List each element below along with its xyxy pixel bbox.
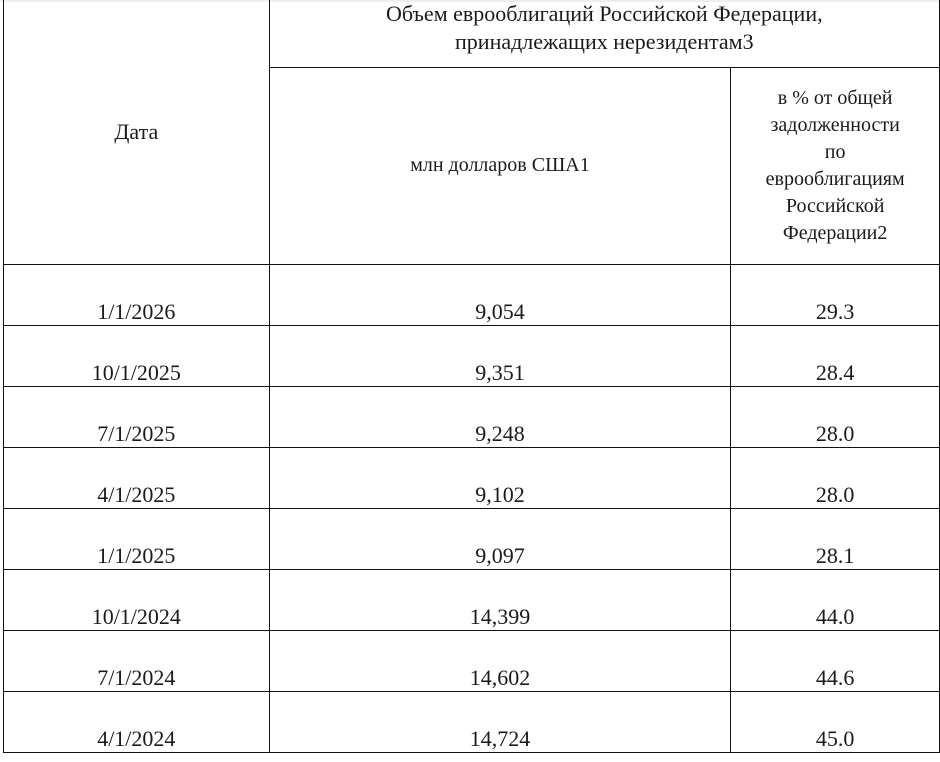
table-row bbox=[4, 570, 940, 631]
cell-pct: 28.0 bbox=[731, 448, 940, 509]
header-pct-line: Российской bbox=[785, 194, 885, 217]
cell-usd: 14,724 bbox=[269, 692, 731, 753]
cell-date: 10/1/2024 bbox=[4, 570, 270, 631]
cell-usd: 14,602 bbox=[269, 631, 731, 692]
header-pct-line: по bbox=[824, 140, 846, 163]
table-row bbox=[4, 509, 940, 570]
header-group-line-2: принадлежащих нерезидентам3 bbox=[455, 29, 754, 54]
cell-date: 1/1/2025 bbox=[4, 509, 270, 570]
header-group-line-1: Объем еврооблигаций Российской Федерации, bbox=[386, 1, 823, 26]
eurobonds-table bbox=[3, 0, 940, 753]
cell-date: 7/1/2025 bbox=[4, 387, 270, 448]
table-row bbox=[4, 387, 940, 448]
cell-usd: 14,399 bbox=[269, 570, 731, 631]
cell-date: 10/1/2025 bbox=[4, 326, 270, 387]
header-pct-line: задолженности bbox=[770, 113, 900, 136]
table-row bbox=[4, 692, 940, 753]
cell-date: 1/1/2026 bbox=[4, 265, 270, 326]
header-row-1 bbox=[4, 0, 940, 67]
cell-pct: 28.0 bbox=[731, 387, 940, 448]
header-date: Дата bbox=[4, 0, 270, 265]
cell-usd: 9,248 bbox=[269, 387, 731, 448]
header-pct-line: еврооблигациям bbox=[765, 167, 905, 190]
cell-date: 4/1/2024 bbox=[4, 692, 270, 753]
table-row bbox=[4, 448, 940, 509]
cell-pct: 45.0 bbox=[731, 692, 940, 753]
cell-usd: 9,102 bbox=[269, 448, 731, 509]
cell-pct: 28.1 bbox=[731, 509, 940, 570]
table-row bbox=[4, 265, 940, 326]
header-pct-line: Федерации2 bbox=[782, 221, 888, 244]
header-usd: млн долларов США1 bbox=[269, 67, 731, 265]
cell-usd: 9,097 bbox=[269, 509, 731, 570]
header-group bbox=[269, 0, 939, 67]
cell-usd: 9,351 bbox=[269, 326, 731, 387]
cell-date: 4/1/2025 bbox=[4, 448, 270, 509]
table-row bbox=[4, 326, 940, 387]
cell-pct: 44.0 bbox=[731, 570, 940, 631]
table-row bbox=[4, 631, 940, 692]
header-pct-line: в % от общей bbox=[777, 86, 893, 109]
cell-date: 7/1/2024 bbox=[4, 631, 270, 692]
cell-pct: 28.4 bbox=[731, 326, 940, 387]
cell-pct: 44.6 bbox=[731, 631, 940, 692]
cell-pct: 29.3 bbox=[731, 265, 940, 326]
header-pct bbox=[731, 67, 940, 265]
cell-usd: 9,054 bbox=[269, 265, 731, 326]
